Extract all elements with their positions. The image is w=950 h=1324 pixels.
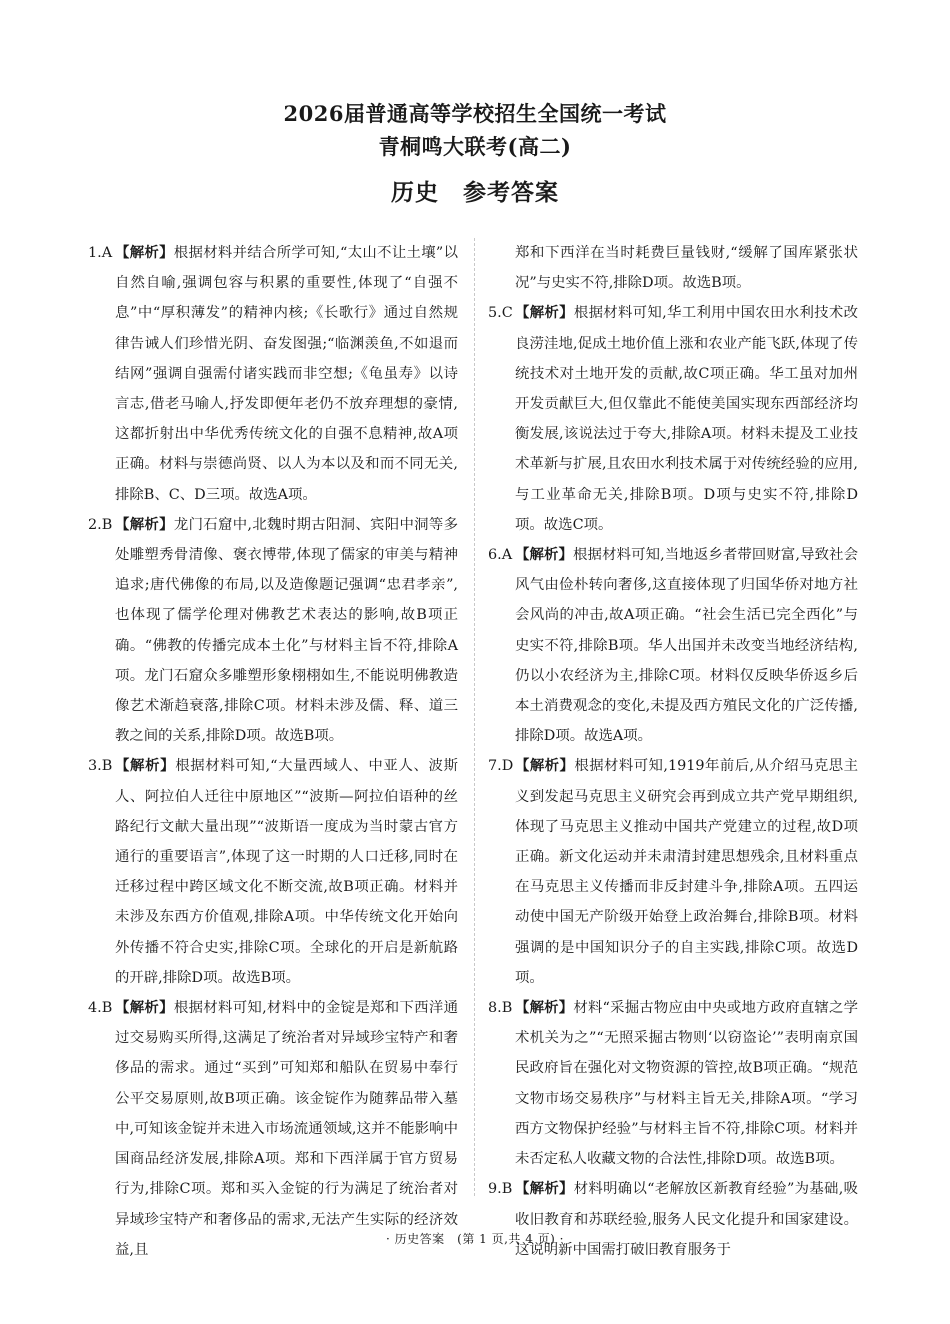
exam-title: 2026届普通高等学校招生全国统一考试 bbox=[283, 101, 667, 126]
analysis-tag: 【解析】 bbox=[515, 304, 574, 322]
analysis-text: 根据材料并结合所学可知,“太山不让土壤”以自然自喻,强调包容与积累的重要性,体现了“自强不息”中“厚积薄发”的精神内核;《长歌行》通过自然规律告诫人们珍惜光阴、奋发图强;“临渊羡鱼,不如退而结网”强调自强需付诸实践而非空想;《龟虽寿》以诗言志,借老马喻人,抒发即便年老仍不放弃理想的豪情,这都折射出中华优秀传统文化的自强不息精神,故A项正确。材料与崇德尚贤、以人为本以及和而不同无关,排除B、C、D三项。故选A项。 bbox=[115, 245, 458, 503]
exam-subtitle: 青桐鸣大联考(高二) bbox=[378, 134, 572, 159]
answer-item bbox=[88, 510, 458, 752]
analysis-text: 根据材料可知,当地返乡者带回财富,导致社会风气由俭朴转向奢侈,这直接体现了归国华侨对地方社会风尚的冲击,故A项正确。“社会生活已完全西化”与史实不符,排除B项。华人出国并未改变当地经济结构,仍以小农经济为主,排除C项。材料仅反映华侨返乡后本土消费观念的变化,未提及西方殖民文化的广泛传播,排除D项。故选A项。 bbox=[515, 547, 858, 745]
answer-number: 1.A bbox=[88, 245, 113, 261]
analysis-tag: 【解析】 bbox=[115, 515, 174, 533]
answer-item bbox=[88, 751, 458, 993]
answer-number: 8.B bbox=[488, 1000, 513, 1017]
analysis-tag: 【解析】 bbox=[515, 546, 574, 564]
answer-item bbox=[488, 993, 858, 1174]
answer-number: 4.B bbox=[88, 1000, 113, 1017]
analysis-text: 根据材料可知,华工利用中国农田水利技术改良涝洼地,促成土地价值上涨和农业产能飞跃,体现了传统技术对土地开发的贡献,故C项正确。华工虽对加州开发贡献巨大,但仅靠此不能使美国实现东西部经济均衡发展,该说法过于夸大,排除A项。材料未提及工业技术革新与扩展,且农田水利技术属于对传统经验的应用,与工业革命无关,排除B项。D项与史实不符,排除D项。故选C项。 bbox=[515, 305, 858, 533]
analysis-tag: 【解析】 bbox=[515, 1180, 574, 1198]
analysis-text: 龙门石窟中,北魏时期古阳洞、宾阳中洞等多处雕塑秀骨清像、褒衣博带,体现了儒家的审美与精神追求;唐代佛像的布局,以及造像题记强调“忠君孝亲”,也体现了儒学伦理对佛教艺术表达的影响,故B项正确。“佛教的传播完成本土化”与材料主旨不符,排除A项。龙门石窟众多雕塑形象栩栩如生,不能说明佛教造像艺术渐趋衰落,排除C项。材料未涉及儒、释、道三教之间的关系,排除D项。故选B项。 bbox=[115, 516, 458, 745]
answer-number: 7.D bbox=[488, 758, 514, 775]
analysis-tag: 【解析】 bbox=[515, 999, 574, 1017]
analysis-text: 材料明确以“老解放区新教育经验”为基础,吸收旧教育和苏联经验,服务人民文化提升和国家建设。这说明新中国需打破旧教育服务于 bbox=[515, 1181, 858, 1258]
analysis-tag: 【解析】 bbox=[115, 757, 176, 775]
answer-item bbox=[488, 1174, 858, 1265]
analysis-text: 郑和下西洋在当时耗费巨量钱财,“缓解了国库紧张状况”与史实不符,排除D项。故选B项。 bbox=[515, 245, 858, 292]
analysis-text: 根据材料可知,材料中的金锭是郑和下西洋通过交易购买所得,这满足了统治者对异域珍宝特产和奢侈品的需求。通过“买到”可知郑和船队在贸易中奉行公平交易原则,故B项正确。该金锭作为随葬品带入墓中,可知该金锭并未进入市场流通领域,这并不能影响中国商品经济发展,排除A项。郑和下西洋属于官方贸易行为,排除C项。郑和买入金锭的行为满足了统治者对异域珍宝特产和奢侈品的需求,无法产生实际的经济效益,且 bbox=[115, 1000, 458, 1258]
answer-number: 9.B bbox=[488, 1181, 513, 1198]
column-divider bbox=[474, 238, 475, 1196]
answer-number: 5.C bbox=[488, 305, 513, 322]
page-footer: · 历史答案 (第 1 页,共 4 页) · bbox=[386, 1232, 564, 1246]
left-column bbox=[88, 238, 458, 1265]
answer-item-continued bbox=[488, 238, 858, 298]
answer-number: 6.A bbox=[488, 547, 513, 564]
analysis-tag: 【解析】 bbox=[115, 999, 174, 1017]
analysis-tag: 【解析】 bbox=[515, 757, 575, 775]
right-column bbox=[488, 238, 858, 1265]
analysis-text: 根据材料可知,1919年前后,从介绍马克思主义到发起马克思主义研究会再到成立共产党早期组织,体现了马克思主义推动中国共产党建立的过程,故D项正确。新文化运动并未肃清封建思想残余,且材料重点在马克思主义传播而非反封建斗争,排除A项。五四运动使中国无产阶级开始登上政治舞台,排除B项。材料强调的是中国知识分子的自主实践,排除C项。故选D项。 bbox=[515, 758, 858, 986]
analysis-tag: 【解析】 bbox=[115, 244, 174, 261]
answer-item bbox=[488, 540, 858, 751]
answer-number: 3.B bbox=[88, 758, 113, 775]
answer-item bbox=[488, 298, 858, 540]
analysis-text: 材料“采掘古物应由中央或地方政府直辖之学术机关为之”“无照采掘古物则‘以窃盗论’”表明南京国民政府旨在强化对文物资源的管控,故B项正确。“规范文物市场交易秩序”与材料主旨无关,排除A项。“学习西方文物保护经验”与材料主旨不符,排除C项。材料并未否定私人收藏文物的合法性,排除D项。故选B项。 bbox=[515, 1000, 858, 1168]
answer-item bbox=[88, 993, 458, 1265]
subject-title: 历史 参考答案 bbox=[391, 179, 559, 206]
analysis-text: 根据材料可知,“大量西域人、中亚人、波斯人、阿拉伯人迁往中原地区”“波斯—阿拉伯语种的丝路纪行文献大量出现”“波斯语一度成为当时蒙古官方通行的重要语言”,体现了这一时期的人口迁移,同时在迁移过程中跨区域文化不断交流,故B项正确。材料并未涉及东西方价值观,排除A项。中华传统文化开始向外传播不符合史实,排除C项。全球化的开启是新航路的开辟,排除D项。故选B项。 bbox=[115, 758, 458, 986]
answer-number: 2.B bbox=[88, 516, 113, 533]
answer-item bbox=[88, 238, 458, 510]
answer-item bbox=[488, 751, 858, 993]
